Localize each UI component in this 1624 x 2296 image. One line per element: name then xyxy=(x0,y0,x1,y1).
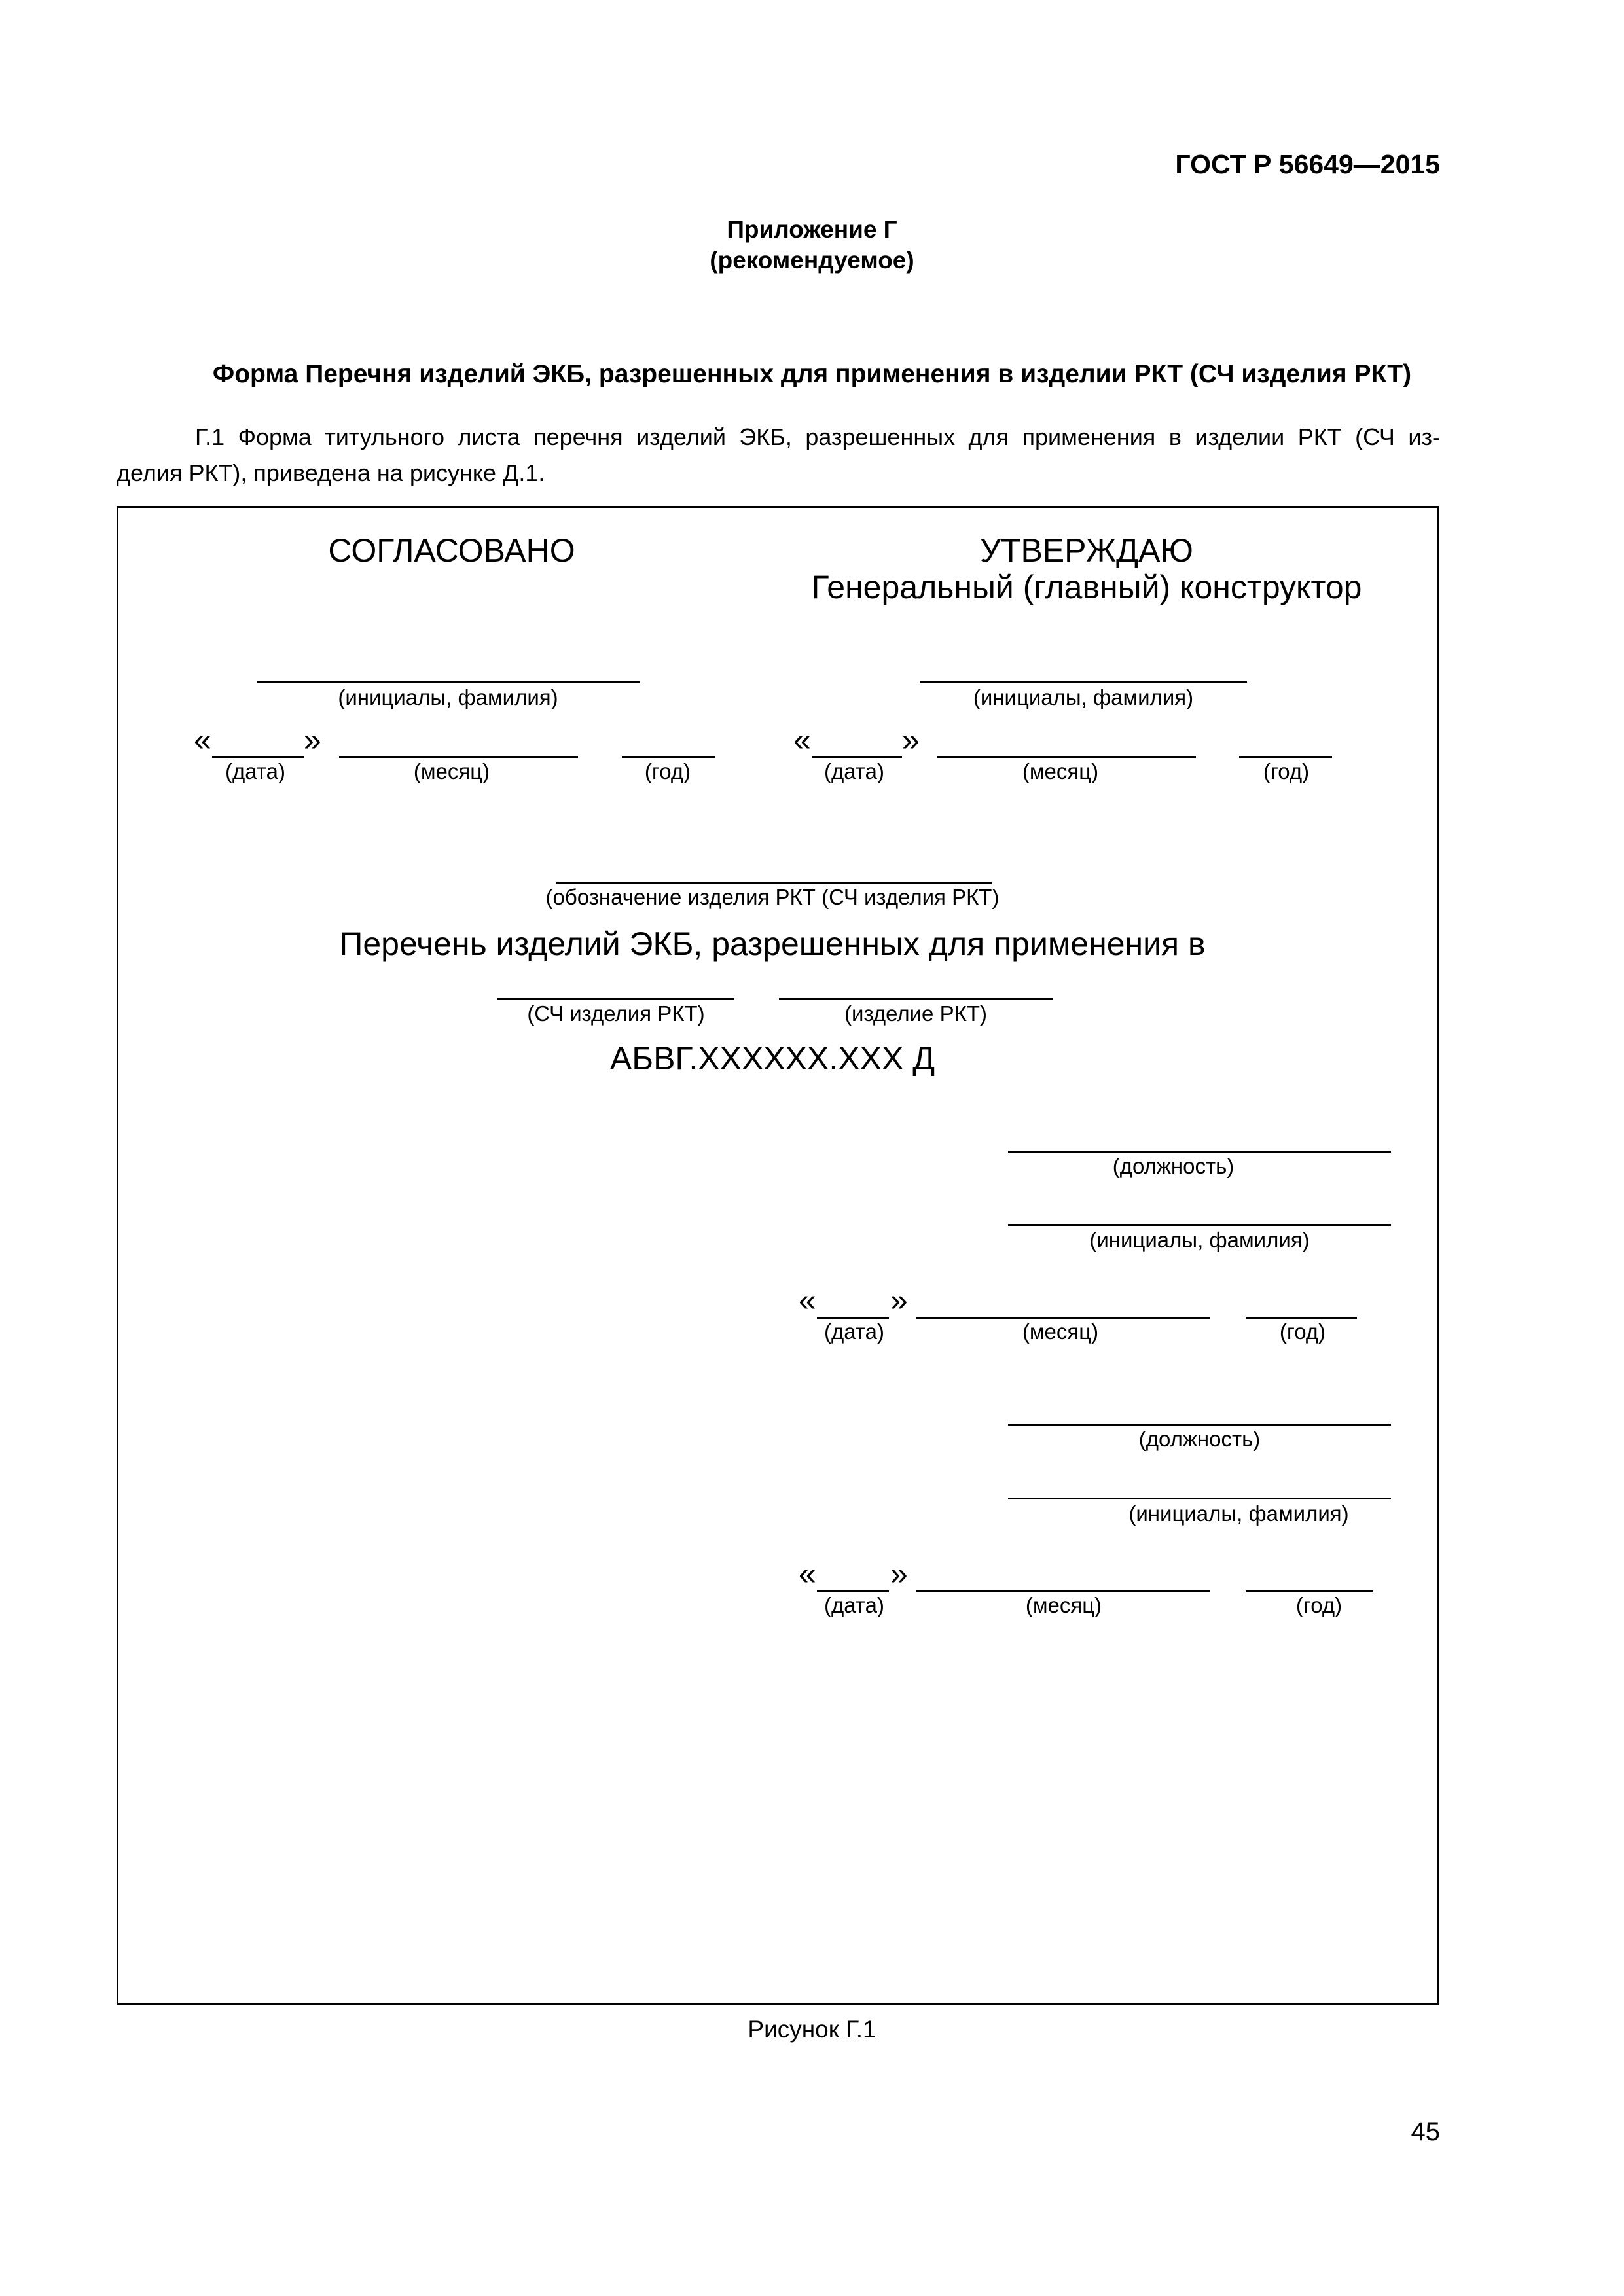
agreed-quote-close: » xyxy=(304,723,321,758)
product-line xyxy=(779,998,1053,1000)
approve-date-line xyxy=(812,756,902,758)
sign1-date-label: (дата) xyxy=(824,1319,884,1344)
agreed-date-label: (дата) xyxy=(225,759,285,783)
position-line-2 xyxy=(1008,1424,1391,1426)
sign1-month-line xyxy=(916,1317,1210,1319)
sign1-quote-close: » xyxy=(890,1283,908,1318)
sign1-month-label: (месяц) xyxy=(1022,1319,1099,1344)
sign1-year-label: (год) xyxy=(1279,1319,1326,1344)
sign2-month-line xyxy=(916,1590,1210,1592)
sign2-month-label: (месяц) xyxy=(1025,1593,1102,1617)
agreed-initials-label: (инициалы, фамилия) xyxy=(338,685,558,709)
approve-year-line xyxy=(1239,756,1332,758)
approve-quote-open: « xyxy=(793,723,811,758)
sign1-quote-open: « xyxy=(799,1283,816,1318)
page-number: 45 xyxy=(1411,2117,1440,2146)
designation-line xyxy=(556,882,992,884)
initials-label-2: (инициалы, фамилия) xyxy=(1128,1501,1349,1526)
approve-month-line xyxy=(937,756,1196,758)
agreed-year-line xyxy=(622,756,715,758)
agreed-year-label: (год) xyxy=(644,759,691,783)
approve-heading: УТВЕРЖДАЮ xyxy=(980,532,1193,569)
appendix-status: (рекомендуемое) xyxy=(710,247,914,274)
intro-line-1: Г.1 Форма титульного листа перечня изделий ЭКБ, разрешенных для применения в изделии РКТ (СЧ из- xyxy=(195,423,1440,450)
approve-quote-close: » xyxy=(902,723,920,758)
approve-year-label: (год) xyxy=(1263,759,1310,783)
approver-title: Генеральный (главный) конструктор xyxy=(811,569,1362,605)
initials-label-1: (инициалы, фамилия) xyxy=(1089,1228,1310,1252)
position-label-2: (должность) xyxy=(1138,1427,1261,1451)
part-label: (СЧ изделия РКТ) xyxy=(527,1001,705,1026)
section-title: Форма Перечня изделий ЭКБ, разрешенных для применения в изделии РКТ (СЧ изделия РКТ) xyxy=(212,360,1412,388)
agreed-heading: СОГЛАСОВАНО xyxy=(328,532,575,569)
sign2-quote-close: » xyxy=(890,1557,908,1592)
agreed-initials-line xyxy=(257,681,640,683)
intro-line-2: делия РКТ), приведена на рисунке Д.1. xyxy=(117,459,545,486)
sign2-date-label: (дата) xyxy=(824,1593,884,1617)
sign1-year-line xyxy=(1246,1317,1357,1319)
designation-label: (обозначение изделия РКТ (СЧ изделия РКТ) xyxy=(545,885,1000,909)
figure-caption: Рисунок Г.1 xyxy=(748,2016,876,2043)
sign2-quote-open: « xyxy=(799,1557,816,1592)
approve-initials-label: (инициалы, фамилия) xyxy=(973,685,1194,709)
intro-paragraph xyxy=(117,419,1440,491)
list-title: Перечень изделий ЭКБ, разрешенных для применения в xyxy=(339,925,1206,962)
appendix-title: Приложение Г xyxy=(727,216,897,243)
position-label-1: (должность) xyxy=(1112,1154,1235,1178)
sign1-date-line xyxy=(817,1317,889,1319)
agreed-date-line xyxy=(212,756,304,758)
initials-line-2 xyxy=(1008,1498,1391,1499)
document-code: АБВГ.XXXXXX.XXX Д xyxy=(609,1040,935,1077)
initials-line-1 xyxy=(1008,1224,1391,1226)
approve-month-label: (месяц) xyxy=(1022,759,1099,783)
standard-designation: ГОСТ Р 56649—2015 xyxy=(1175,149,1440,179)
part-line xyxy=(497,998,734,1000)
sign2-year-line xyxy=(1246,1590,1373,1592)
sign2-date-line xyxy=(817,1590,889,1592)
agreed-quote-open: « xyxy=(194,723,211,758)
approve-initials-line xyxy=(920,681,1247,683)
sign2-year-label: (год) xyxy=(1295,1593,1343,1617)
position-line-1 xyxy=(1008,1151,1391,1153)
agreed-month-line xyxy=(339,756,578,758)
product-label: (изделие РКТ) xyxy=(844,1001,987,1026)
approve-date-label: (дата) xyxy=(824,759,884,783)
agreed-month-label: (месяц) xyxy=(413,759,490,783)
